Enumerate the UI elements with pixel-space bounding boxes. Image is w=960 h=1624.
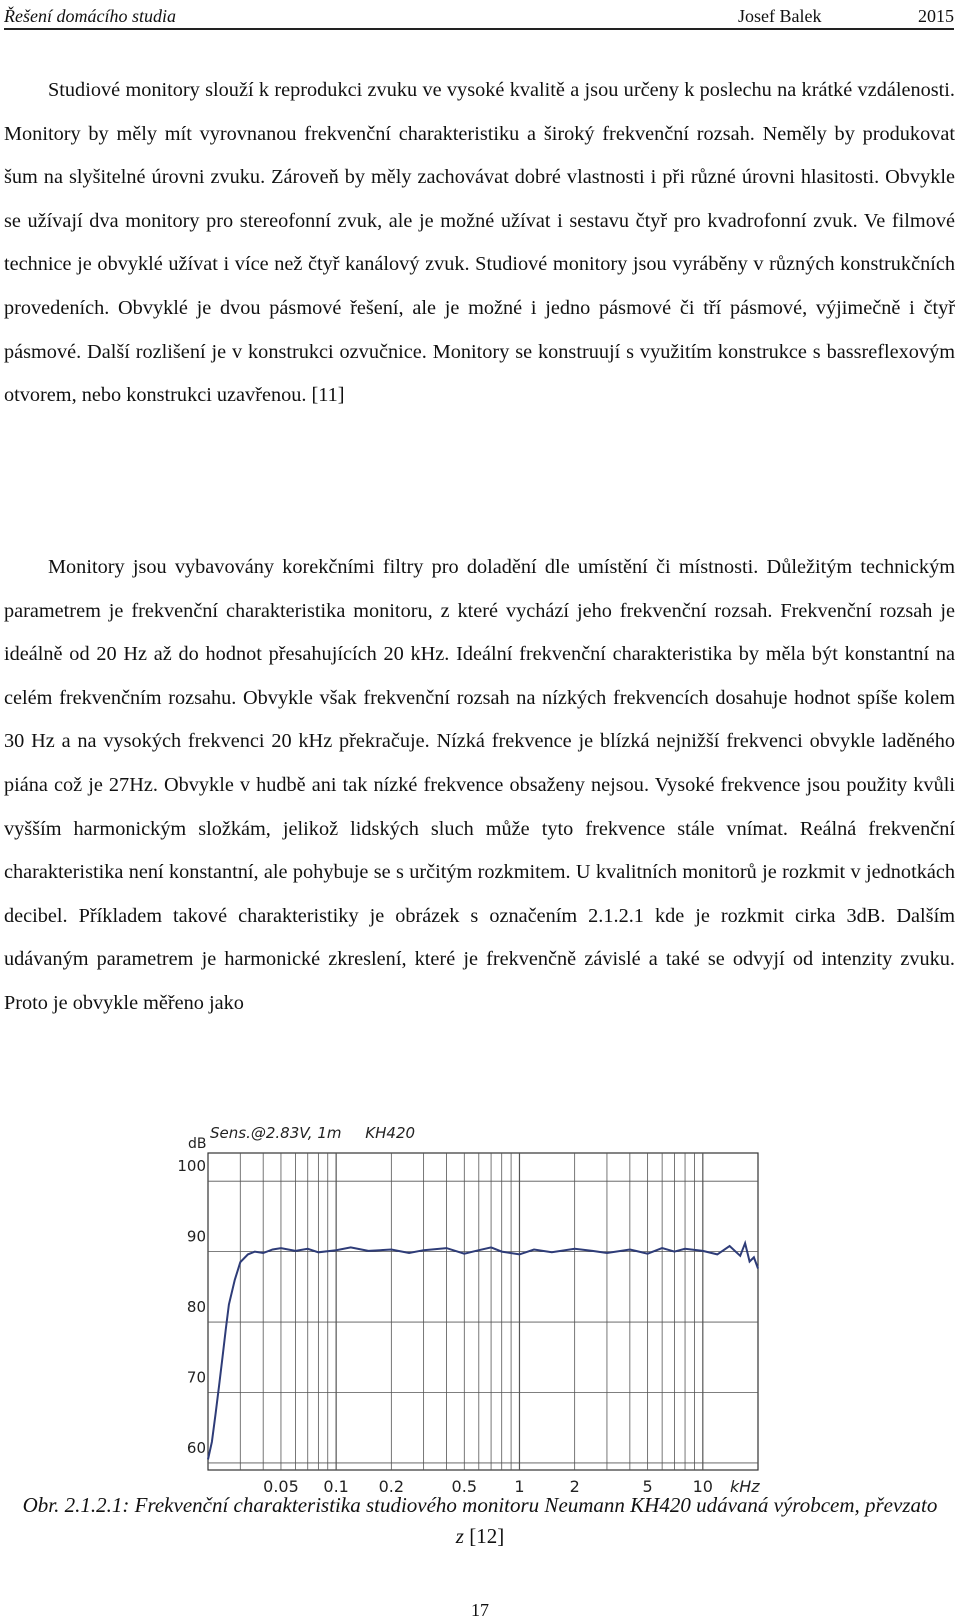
x-tick-label: 0.2 xyxy=(378,1477,405,1496)
paragraph-1: Studiové monitory slouží k reprodukci zvuku ve vysoké kvalitě a jsou určeny k poslechu na krátké vzdálenosti. Monitory by měly mít vyrovnanou frekvenční charakteristiku a široký frekvenční rozsah. Neměly by produkovat šum na slyšitelné úrovni zvuku. Zároveň by měly zachovávat dobré vlastnosti i při různé úrovni hlasitosti. Obvykle se užívají dva monitory pro stereofonní zvuk, ale je možné užívat i sestavu čtyř pro kvadrofonní zvuk. Ve filmové technice je obvyklé užívat i více než čtyř kanálový zvuk. Studiové monitory jsou vyráběny v různých konstrukčních provedeních. Obvyklé je dvou pásmové řešení, ale je možné i jedno pásmové či tří pásmové, výjimečně i čtyř pásmové. Další rozlišení je v konstrukci ozvučnice. Monitory se konstruují s využitím konstrukce s bassreflexovým otvorem, nebo konstrukci uzavřenou. [11] xyxy=(4,79,955,407)
y-tick-label: 70 xyxy=(186,1368,206,1387)
caption-text: Obr. 2.1.2.1: Frekvenční charakteristika studiového monitoru Neumann KH420 udávaná výrobcem, převzato z xyxy=(22,1493,938,1548)
figure-caption xyxy=(20,1490,940,1552)
y-tick-label: 100 xyxy=(178,1157,206,1176)
x-tick-label: 5 xyxy=(642,1477,653,1496)
frequency-response-chart xyxy=(178,1118,788,1500)
y-tick-label: 90 xyxy=(186,1227,206,1246)
caption-reference: [12] xyxy=(469,1524,505,1548)
plot-area-border xyxy=(208,1153,758,1470)
y-tick-labels xyxy=(178,1157,206,1457)
x-tick-label: 10 xyxy=(692,1477,713,1496)
header-title: Řešení domácího studia xyxy=(4,6,176,26)
x-tick-label: 0.5 xyxy=(451,1477,478,1496)
y-tick-label: 60 xyxy=(186,1438,206,1457)
x-tick-label: 0.1 xyxy=(323,1477,349,1496)
chart-title: Sens.@2.83V, 1m KH420 xyxy=(210,1124,416,1142)
page-header xyxy=(4,2,954,30)
response-curve xyxy=(208,1243,758,1459)
x-axis-label: kHz xyxy=(730,1477,760,1496)
x-tick-label: 1 xyxy=(514,1477,525,1496)
x-tick-label: 2 xyxy=(569,1477,580,1496)
y-axis-label: dB xyxy=(188,1136,207,1152)
x-tick-label: 0.05 xyxy=(263,1477,299,1496)
header-year: 2015 xyxy=(918,6,954,26)
chart-svg xyxy=(178,1118,788,1500)
page-number: 17 xyxy=(471,1600,489,1620)
header-author: Josef Balek xyxy=(738,6,822,26)
y-tick-label: 80 xyxy=(186,1298,206,1317)
paragraph-2: Monitory jsou vybavovány korekčními filtry pro doladění dle umístění či místnosti. Důležitým technickým parametrem je frekvenční charakteristika monitoru, z které vychází jeho frekvenční rozsah. Frekvenční rozsah je ideálně od 20 Hz až do hodnot přesahujících 20 kHz. Ideální frekvenční charakteristika by měla být konstantní na celém frekvenčním rozsahu. Obvykle však frekvenční rozsah na nízkých frekvencích dosahuje hodnot spíše kolem 30 Hz a na vysokých frekvenci 20 kHz překračuje. Nízká frekvence je blízká nejnižší frekvenci obvykle laděného piána což je 27Hz. Obvykle v hudbě ani tak nízké frekvence obsaženy nejsou. Vysoké frekvence jsou použity kvůli vyšším harmonickým složkám, jelikož lidských sluch může tyto frekvence stále vnímat. Reálná frekvenční charakteristika není konstantní, ale pohybuje se s určitým rozkmitem. U kvalitních monitorů je rozkmit v jednotkách decibel. Příkladem takové charakteristiky je obrázek s označením 2.1.2.1 kde je rozkmit cirka 3dB. Dalším udávaným parametrem je harmonické zkreslení, které je frekvenčně závislé a také se odvyjí od intenzity zvuku. Proto je obvykle měřeno jako xyxy=(4,556,955,1014)
grid-lines xyxy=(208,1153,758,1470)
